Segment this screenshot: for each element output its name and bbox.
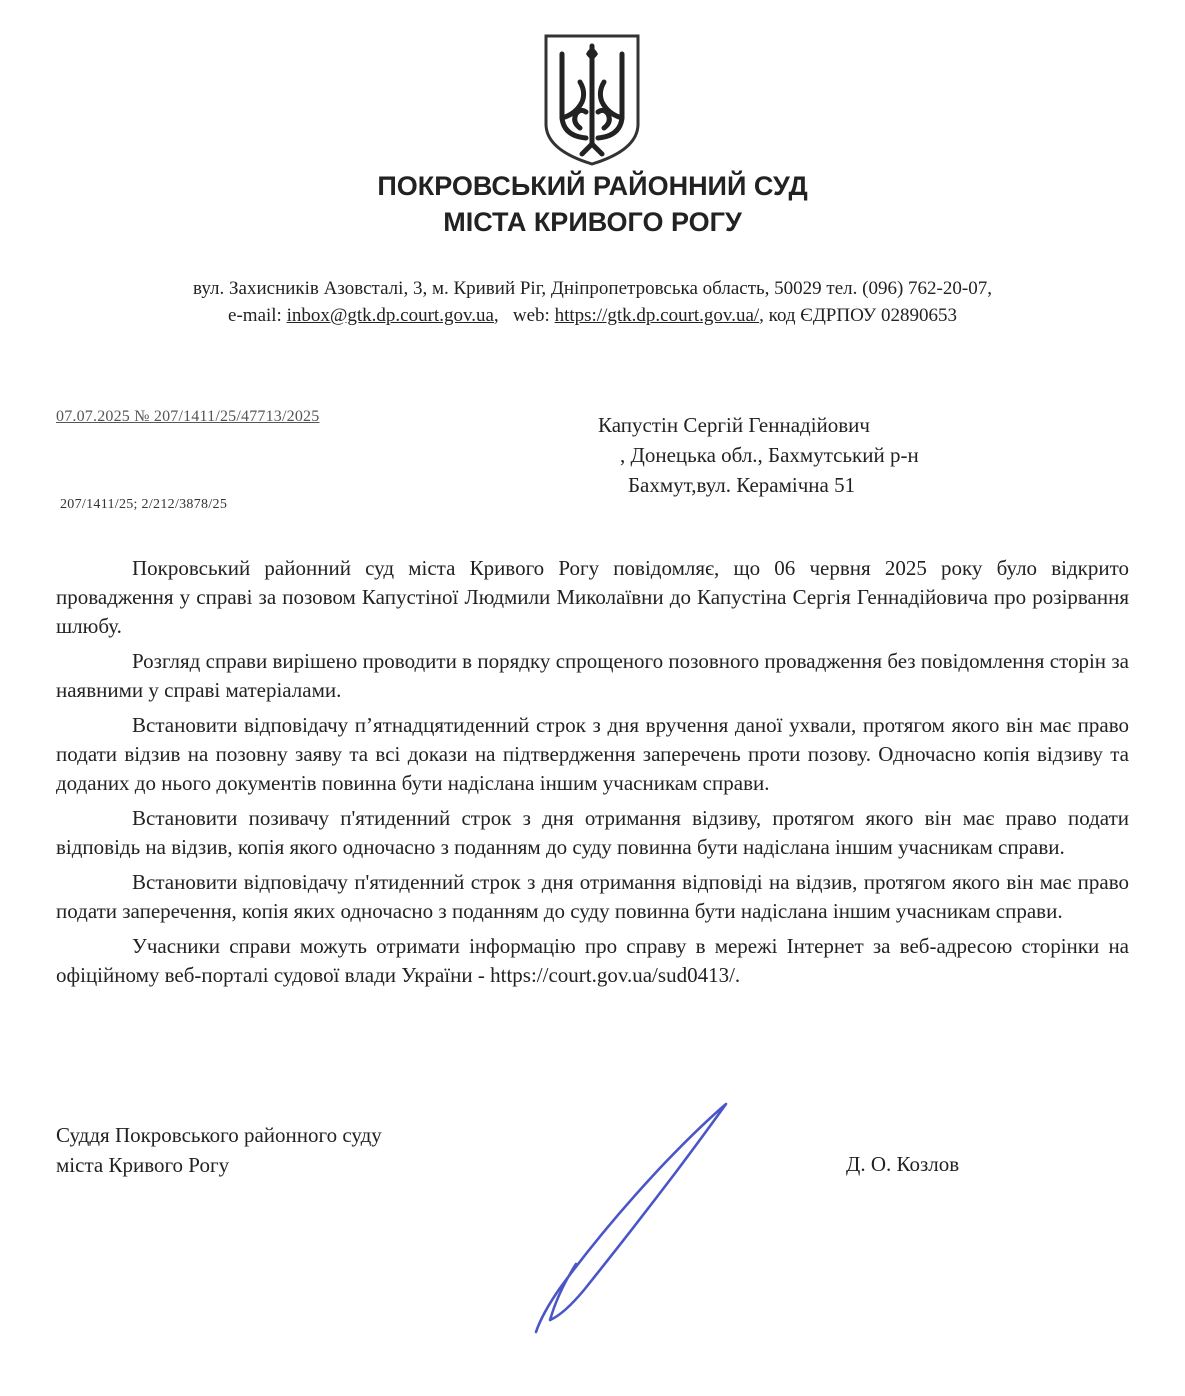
- coat-of-arms-icon: [542, 32, 642, 168]
- address-line: вул. Захисників Азовсталі, 3, м. Кривий Ріг, Дніпропетровська область, 50029 тел. (096) 762-20-07,: [193, 278, 992, 299]
- paragraph: Встановити відповідачу п'ятиденний строк з дня отримання відповіді на відзив, протягом якого він має право подати заперечення, копія яких одночасно з поданням до суду повинна бути надіслана іншим учасникам справи.: [56, 870, 1129, 923]
- judge-position-line1: Суддя Покровського районного суду: [56, 1123, 382, 1147]
- case-numbers: 207/1411/25; 2/212/3878/25: [60, 497, 228, 512]
- court-name: [0, 168, 1185, 240]
- web-label: web:: [512, 305, 550, 326]
- registration-number: 07.07.2025 № 207/1411/25/47713/2025: [56, 408, 320, 425]
- judge-name: Д. О. Козлов: [846, 1152, 960, 1176]
- court-address: [0, 275, 1185, 329]
- contacts-line: e-mail: inbox@gtk.dp.court.gov.ua, web: https://gtk.dp.court.gov.ua/, код ЄДРПОУ 02890653: [228, 305, 957, 326]
- email-link[interactable]: inbox@gtk.dp.court.gov.ua: [286, 305, 494, 326]
- paragraph: Розгляд справи вирішено проводити в порядку спрощеного позовного провадження без повідомлення сторін за наявними у справі матеріалами.: [56, 649, 1129, 702]
- recipient-region: , Донецька обл., Бахмутський р-н: [620, 443, 919, 467]
- edrpou-code: , код ЄДРПОУ 02890653: [759, 305, 957, 326]
- recipient-name: Капустін Сергій Геннадійович: [598, 413, 870, 437]
- court-name-line2: МІСТА КРИВОГО РОГУ: [443, 207, 742, 237]
- recipient-street: Бахмут,вул. Керамічна 51: [628, 473, 856, 497]
- email-label: e-mail:: [228, 305, 282, 326]
- signature-icon: [520, 1092, 750, 1342]
- judge-position-line2: міста Кривого Рогу: [56, 1153, 230, 1177]
- letter-body: [56, 554, 1129, 996]
- judge-position: [56, 1120, 382, 1180]
- paragraph: Встановити позивачу п'ятиденний строк з дня отримання відзиву, протягом якого він має право подати відповідь на відзив, копія якого одночасно з поданням до суду повинна бути надіслана іншим учасникам справи.: [56, 806, 1129, 859]
- court-name-line1: ПОКРОВСЬКИЙ РАЙОННИЙ СУД: [377, 171, 808, 201]
- paragraph: Покровський районний суд міста Кривого Рогу повідомляє, що 06 червня 2025 року було відкрито провадження у справі за позовом Капустіної Людмили Миколаївни до Капустіна Сергія Геннадійовича про розірвання шлюбу.: [56, 556, 1129, 638]
- paragraph: Встановити відповідачу п’ятнадцятиденний строк з дня вручення даної ухвали, протягом якого він має право подати відзив на позовну заяву та всі докази на підтвердження заперечень проти позову. Одночасно копія відзиву та доданих до нього документів повинна бути надіслана іншим учасникам справи.: [56, 713, 1129, 795]
- recipient-block: [598, 410, 919, 500]
- paragraph: Учасники справи можуть отримати інформацію про справу в мережі Інтернет за веб-адресою сторінки на офіційному веб-порталі судової влади України - https://court.gov.ua/sud0413/.: [56, 934, 1129, 987]
- web-link[interactable]: https://gtk.dp.court.gov.ua/: [554, 305, 760, 326]
